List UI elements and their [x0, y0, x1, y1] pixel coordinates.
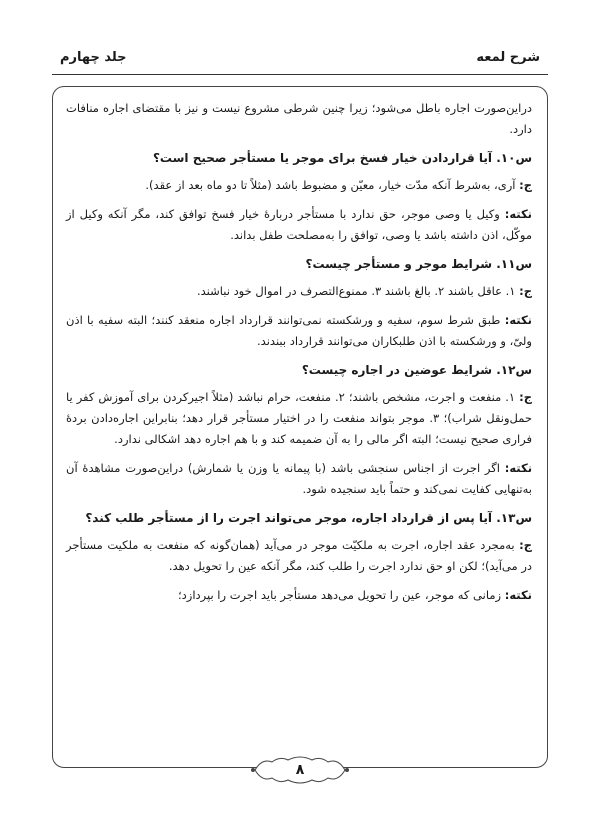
- answer-label: ج:: [519, 390, 532, 404]
- note-12: [66, 458, 532, 500]
- page-body: [66, 98, 532, 614]
- answer-label: ج:: [519, 284, 532, 298]
- question-11: س۱۱. شرایط موجر و مستأجر چیست؟: [305, 257, 532, 271]
- answer-13: [66, 535, 532, 577]
- note-13: [66, 585, 532, 606]
- page-number: ۸: [295, 762, 305, 778]
- note-label: نکته:: [504, 461, 533, 475]
- intro-paragraph: دراین‌صورت اجاره باطل می‌شود؛ زیرا چنین شرطی مشروع نیست و نیز با مقتضای اجاره منافات دارد.: [66, 101, 532, 136]
- book-title: شرح لمعه: [476, 50, 540, 65]
- answer-label: ج:: [519, 178, 532, 192]
- note-text: وکیل یا وصی موجر، حق ندارد با مستأجر دربارهٔ خیار فسخ توافق کند، مگر آنکه وکیل از موکّل، اذن داشته باشد یا وصی، توافق را به‌مصلحت طفل بداند.: [66, 207, 532, 242]
- answer-text: ۱. عاقل باشند ۲. بالغ باشند ۳. ممنوع‌التصرف در اموال خود نباشند.: [196, 284, 516, 298]
- volume-label: جلد چهارم: [60, 50, 127, 65]
- note-label: نکته:: [504, 588, 532, 602]
- answer-label: ج:: [519, 538, 533, 552]
- answer-10: [66, 175, 532, 196]
- note-label: نکته:: [504, 313, 532, 327]
- answer-12: [66, 387, 532, 450]
- note-text: اگر اجرت از اجناس سنجشی باشد (با پیمانه یا وزن یا شمارش) دراین‌صورت مشاهدهٔ آن به‌تنهایی کفایت نمی‌کند و حتماً باید سنجیده شود.: [66, 461, 532, 496]
- question-12: س۱۲. شرایط عوضین در اجاره چیست؟: [301, 363, 532, 377]
- answer-11: [66, 281, 532, 302]
- page-footer: [0, 752, 600, 792]
- question-10: س۱۰. آیا قراردادن خیار فسخ برای موجر یا مستأجر صحیح است؟: [152, 151, 532, 165]
- answer-text: ۱. منفعت و اجرت، مشخص باشند؛ ۲. منفعت، حرام نباشد (مثلاً اجیرکردن برای آموزش کفر یا حمل‌ونقل شراب)؛ ۳. موجر بتواند منفعت را در اختیار مستأجر قرار دهد؛ بنابراین اجاره‌دادن بردهٔ فراری صحیح نیست؛ البته اگر مالی را به آن ضمیمه کند و با هم اجاره دهد اشکالی ندارد.: [66, 390, 533, 446]
- note-text: زمانی که موجر، عین را تحویل می‌دهد مستأجر باید اجرت را بپردازد؛: [177, 588, 502, 602]
- header-divider: [52, 74, 548, 75]
- note-text: طبق شرط سوم، سفیه و ورشکسته نمی‌توانند قرارداد اجاره منعقد کنند؛ البته سفیه با اذن ولیّ، و ورشکسته با اذن طلبکاران می‌توانند قرارداد ببندند.: [66, 313, 532, 348]
- note-10: [66, 204, 532, 246]
- note-label: نکته:: [504, 207, 532, 221]
- note-11: [66, 310, 532, 352]
- answer-text: آری، به‌شرط آنکه مدّت خیار، معیّن و مضبوط باشد (مثلاً تا دو ماه بعد از عقد).: [145, 178, 516, 192]
- answer-text: به‌مجرد عقد اجاره، اجرت به ملکیّت موجر در می‌آید (همان‌گونه که منفعت به ملکیت مستأجر در می‌آید)؛ لکن او حق ندارد اجرت را طلب کند، مگر آنکه عین را تحویل دهد.: [66, 538, 532, 573]
- question-13: س۱۳. آیا پس از قرارداد اجاره، موجر می‌تواند اجرت را از مستأجر طلب کند؟: [85, 511, 532, 525]
- page-header: [60, 50, 540, 68]
